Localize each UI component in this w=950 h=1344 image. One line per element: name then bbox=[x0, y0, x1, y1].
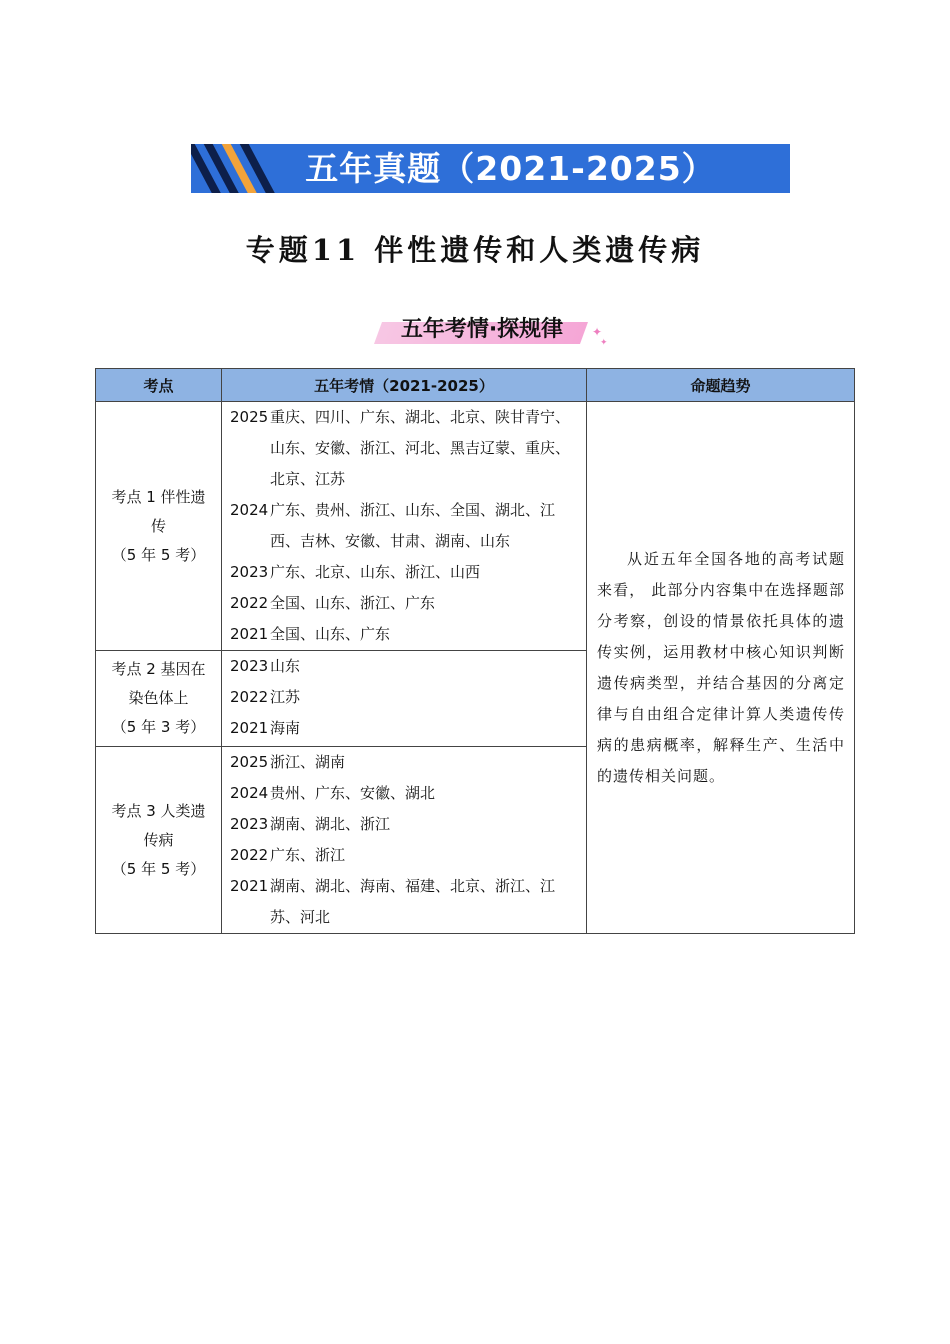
years-cell bbox=[222, 402, 587, 651]
point-line: 传病 bbox=[143, 830, 174, 849]
year: 2024 bbox=[230, 501, 269, 519]
sparkle-icon: ✦ bbox=[592, 325, 603, 339]
provinces: 全国、山东、广东 bbox=[270, 625, 391, 643]
year-entry bbox=[230, 557, 580, 588]
year: 2021 bbox=[230, 625, 269, 643]
provinces: 湖南、湖北、浙江 bbox=[270, 815, 391, 833]
year-entry bbox=[230, 778, 580, 809]
year-entry bbox=[230, 871, 580, 933]
year-entry bbox=[230, 840, 580, 871]
year-entry bbox=[230, 588, 580, 619]
point-line: 考点 1 伴性遗 bbox=[111, 487, 206, 506]
year-entry bbox=[230, 402, 580, 495]
year-entry bbox=[230, 619, 580, 650]
point-count: （5 年 5 考） bbox=[111, 859, 206, 878]
provinces: 重庆、四川、广东、湖北、北京、陕甘青宁、山东、安徽、浙江、河北、黑吉辽蒙、重庆、北京、江苏 bbox=[270, 408, 571, 488]
provinces: 广东、浙江 bbox=[270, 846, 346, 864]
year: 2023 bbox=[230, 563, 269, 581]
title-banner bbox=[191, 144, 790, 193]
table-header-row bbox=[96, 369, 855, 402]
sparkle-icon: ✦ bbox=[600, 338, 608, 348]
section-badge bbox=[372, 308, 612, 350]
provinces: 海南 bbox=[270, 719, 301, 737]
provinces: 全国、山东、浙江、广东 bbox=[270, 594, 436, 612]
header-trend: 命题趋势 bbox=[587, 369, 855, 402]
trend-text: 从近五年全国各地的高考试题来看， 此部分内容集中在选择题部分考察，创设的情景依托具体的遗传实例，运用教材中核心知识判断遗传病类型，并结合基因的分离定律与自由组合定律计算人类遗传传病的患病概率，解释生产、生活中的遗传相关问题。 bbox=[597, 549, 845, 785]
table-row bbox=[96, 402, 855, 651]
provinces: 湖南、湖北、海南、福建、北京、浙江、江苏、河北 bbox=[270, 877, 556, 926]
year: 2023 bbox=[230, 815, 269, 833]
provinces: 山东 bbox=[270, 657, 301, 675]
point-line: 考点 2 基因在 bbox=[111, 660, 206, 678]
point-count: （5 年 3 考） bbox=[111, 718, 206, 736]
year-entry bbox=[230, 809, 580, 840]
year: 2022 bbox=[230, 846, 269, 864]
header-point: 考点 bbox=[96, 369, 222, 402]
year-entry bbox=[230, 651, 580, 682]
year: 2021 bbox=[230, 877, 269, 895]
provinces: 浙江、湖南 bbox=[270, 753, 346, 771]
point-cell bbox=[96, 651, 222, 747]
year-entry bbox=[230, 747, 580, 778]
year: 2022 bbox=[230, 688, 269, 706]
provinces: 贵州、广东、安徽、湖北 bbox=[270, 784, 436, 802]
year-entry bbox=[230, 495, 580, 557]
year: 2023 bbox=[230, 657, 269, 675]
banner-title: 五年真题（2021-2025） bbox=[305, 149, 716, 188]
exam-summary-table bbox=[95, 368, 855, 934]
provinces: 江苏 bbox=[270, 688, 301, 706]
point-line: 传 bbox=[150, 516, 166, 535]
point-line: 考点 3 人类遗 bbox=[111, 801, 206, 820]
point-cell bbox=[96, 747, 222, 934]
section-badge-label: 五年考情·探规律 bbox=[400, 317, 564, 342]
year: 2025 bbox=[230, 753, 269, 771]
point-cell bbox=[96, 402, 222, 651]
year: 2021 bbox=[230, 719, 269, 737]
years-cell bbox=[222, 651, 587, 747]
trend-cell bbox=[587, 402, 855, 934]
point-count: （5 年 5 考） bbox=[111, 545, 206, 564]
provinces: 广东、北京、山东、浙江、山西 bbox=[270, 563, 481, 581]
years-cell bbox=[222, 747, 587, 934]
year: 2022 bbox=[230, 594, 269, 612]
year-entry bbox=[230, 682, 580, 713]
year-entry bbox=[230, 713, 580, 744]
header-years: 五年考情（2021-2025） bbox=[222, 369, 587, 402]
topic-title: 专题11 伴性遗传和人类遗传病 bbox=[245, 233, 705, 267]
year: 2024 bbox=[230, 784, 269, 802]
point-line: 染色体上 bbox=[128, 689, 189, 707]
provinces: 广东、贵州、浙江、山东、全国、湖北、江西、吉林、安徽、甘肃、湖南、山东 bbox=[270, 501, 556, 550]
year: 2025 bbox=[230, 408, 269, 426]
